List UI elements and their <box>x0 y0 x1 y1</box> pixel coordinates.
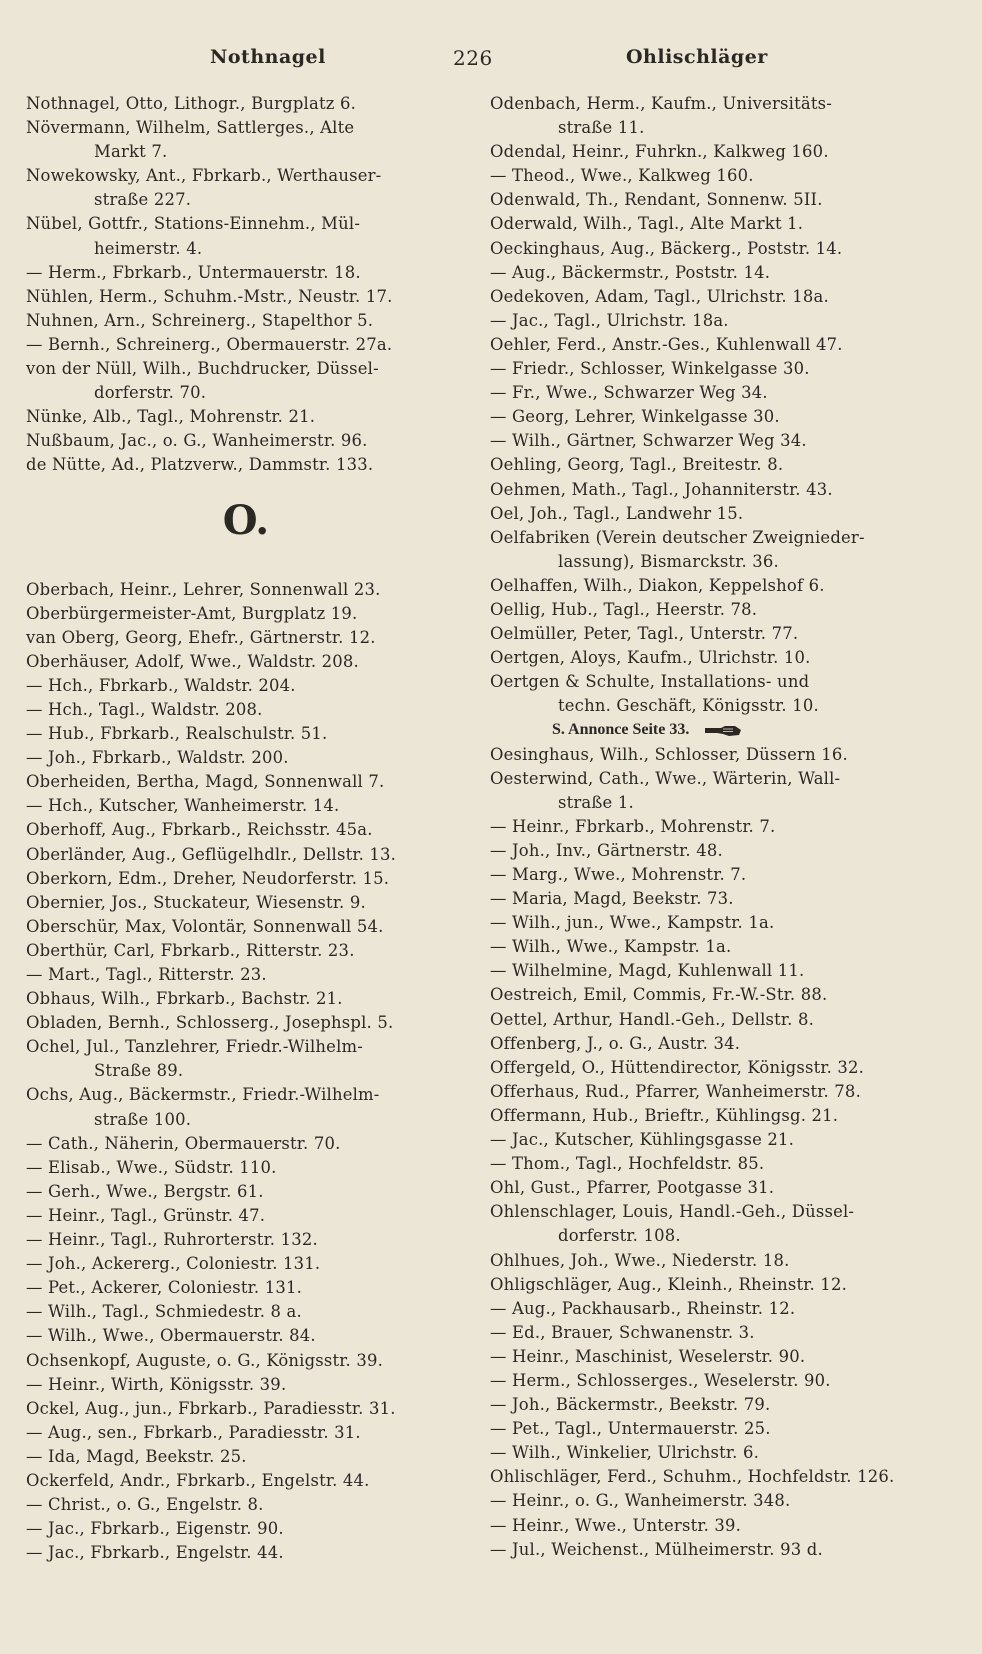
entry-line: — Joh., Fbrkarb., Waldstr. 200. <box>26 748 289 768</box>
entry-line: Nünke, Alb., Tagl., Mohrenstr. 21. <box>26 407 316 427</box>
entry-line: Ohlenschlager, Louis, Handl.-Geh., Düssel- <box>490 1202 855 1222</box>
entry-line: — Jac., Fbrkarb., Engelstr. 44. <box>26 1543 284 1563</box>
entry-line: — Maria, Magd, Beekstr. 73. <box>490 889 734 909</box>
entry-line: — Jul., Weichenst., Mülheimerstr. 93 d. <box>490 1539 823 1559</box>
entry-line: Ochs, Aug., Bäckermstr., Friedr.-Wilhelm- <box>26 1085 380 1105</box>
entry-line: Ochsenkopf, Auguste, o. G., Königsstr. 39. <box>26 1350 384 1370</box>
entry-line: — Aug., sen., Fbrkarb., Paradiesstr. 31. <box>26 1422 361 1442</box>
entry-line: — Fr., Wwe., Schwarzer Weg 34. <box>490 383 768 403</box>
entry-line: — Christ., o. G., Engelstr. 8. <box>26 1495 264 1515</box>
entry-line: Oelmüller, Peter, Tagl., Unterstr. 77. <box>490 624 799 644</box>
annonce-reference <box>490 718 930 742</box>
entry-line: — Herm., Schlosserges., Weselerstr. 90. <box>490 1370 831 1390</box>
entry-line: Oehling, Georg, Tagl., Breitestr. 8. <box>490 455 784 475</box>
entry-line: — Heinr., Tagl., Ruhrorterstr. 132. <box>26 1230 318 1250</box>
entry-line: — Marg., Wwe., Mohrenstr. 7. <box>490 865 747 884</box>
entry-line: Oehmen, Math., Tagl., Johanniterstr. 43. <box>490 479 833 499</box>
entry-line: Nübel, Gottfr., Stations-Einnehm., Mül- <box>26 214 361 234</box>
right-column <box>490 92 930 1562</box>
entry-line: — Wilh., jun., Wwe., Kampstr. 1a. <box>490 913 775 933</box>
entry-line: Oertgen, Aloys, Kaufm., Ulrichstr. 10. <box>490 648 811 668</box>
entry-line: Oestreich, Emil, Commis, Fr.-W.-Str. 88. <box>490 985 828 1005</box>
page-number: 226 <box>453 46 493 70</box>
entry-continuation-line: dorferstr. 108. <box>558 1226 681 1246</box>
entry-line: Nühlen, Herm., Schuhm.-Mstr., Neustr. 17. <box>26 286 393 306</box>
entry-line: — Jac., Kutscher, Kühlingsgasse 21. <box>490 1130 795 1150</box>
entry-continuation-line: lassung), Bismarckstr. 36. <box>558 551 779 571</box>
entry-line: Oelfabriken (Verein deutscher Zweignieder- <box>490 527 865 547</box>
entry-continuation-line: straße 227. <box>94 190 192 210</box>
entry-line: Oberbach, Heinr., Lehrer, Sonnenwall 23. <box>26 579 381 599</box>
entry-line: — Pet., Ackerer, Coloniestr. 131. <box>26 1278 303 1298</box>
entry-line: — Heinr., Tagl., Grünstr. 47. <box>26 1205 266 1225</box>
entry-line: — Mart., Tagl., Ritterstr. 23. <box>26 965 267 984</box>
entry-line: — Elisab., Wwe., Südstr. 110. <box>26 1157 277 1177</box>
entry-line: — Ida, Magd, Beekstr. 25. <box>26 1446 247 1466</box>
entry-line: — Jac., Tagl., Ulrichstr. 18a. <box>490 310 729 330</box>
entry-line: — Wilh., Winkelier, Ulrichstr. 6. <box>490 1443 760 1463</box>
entry-line: — Heinr., Maschinist, Weselerstr. 90. <box>490 1346 806 1366</box>
entry-continuation-line: Markt 7. <box>94 142 168 162</box>
entry-line: — Cath., Näherin, Obermauerstr. 70. <box>26 1133 341 1153</box>
entry-line: Ohl, Gust., Pfarrer, Pootgasse 31. <box>490 1178 775 1198</box>
right-entries-1 <box>490 92 930 718</box>
entry-line: Oberbürgermeister-Amt, Burgplatz 19. <box>26 603 358 623</box>
entry-line: — Heinr., Wirth, Königsstr. 39. <box>26 1374 287 1394</box>
entry-line: — Herm., Fbrkarb., Untermauerstr. 18. <box>26 262 361 282</box>
entry-line: — Wilh., Wwe., Obermauerstr. 84. <box>26 1326 316 1346</box>
entry-line: Ohlischläger, Ferd., Schuhm., Hochfeldstr. 126. <box>490 1467 895 1487</box>
entry-line: von der Nüll, Wilh., Buchdrucker, Düssel- <box>26 359 379 379</box>
entry-continuation-line: straße 100. <box>94 1109 192 1129</box>
entry-line: — Heinr., Fbrkarb., Mohrenstr. 7. <box>490 816 776 836</box>
entry-line: Oberhäuser, Adolf, Wwe., Waldstr. 208. <box>26 651 359 671</box>
entry-line: Oberthür, Carl, Fbrkarb., Ritterstr. 23. <box>26 940 355 960</box>
left-entries-n <box>26 92 466 478</box>
entry-line: Növermann, Wilhelm, Sattlerges., Alte <box>26 118 355 138</box>
entry-line: Oeckinghaus, Aug., Bäckerg., Poststr. 14. <box>490 238 843 258</box>
annonce-text: S. Annonce Seite 33. <box>552 721 690 739</box>
entry-line: — Wilhelmine, Magd, Kuhlenwall 11. <box>490 961 805 981</box>
entry-line: Offerhaus, Rud., Pfarrer, Wanheimerstr. 78. <box>490 1081 861 1101</box>
entry-continuation-line: heimerstr. 4. <box>94 238 203 258</box>
entry-line: — Thom., Tagl., Hochfeldstr. 85. <box>490 1154 765 1174</box>
entry-line: — Aug., Packhausarb., Rheinstr. 12. <box>490 1298 796 1318</box>
section-heading-o: O. <box>222 496 270 544</box>
entry-line: Offermann, Hub., Brieftr., Kühlingsg. 21. <box>490 1105 839 1125</box>
entry-line: Ochel, Jul., Tanzlehrer, Friedr.-Wilhelm- <box>26 1037 363 1057</box>
entry-line: — Wilh., Gärtner, Schwarzer Weg 34. <box>490 431 807 451</box>
entry-line: Odenwald, Th., Rendant, Sonnenw. 5II. <box>490 190 823 210</box>
entry-line: Odendal, Heinr., Fuhrkn., Kalkweg 160. <box>490 142 829 162</box>
entry-line: — Jac., Fbrkarb., Eigenstr. 90. <box>26 1519 284 1539</box>
entry-continuation-line: techn. Geschäft, Königsstr. 10. <box>558 696 819 716</box>
entry-line: Oettel, Arthur, Handl.-Geh., Dellstr. 8. <box>490 1009 814 1029</box>
entry-line: — Wilh., Tagl., Schmiedestr. 8 a. <box>26 1302 302 1322</box>
pointing-hand-icon <box>703 724 743 738</box>
entry-continuation-line: dorferstr. 70. <box>94 383 207 403</box>
entry-line: Ockel, Aug., jun., Fbrkarb., Paradiesstr. 31. <box>26 1398 396 1418</box>
entry-line: Oel, Joh., Tagl., Landwehr 15. <box>490 503 744 523</box>
entry-line: Obladen, Bernh., Schlosserg., Josephspl. 5. <box>26 1013 394 1033</box>
entry-line: — Hch., Fbrkarb., Waldstr. 204. <box>26 675 296 695</box>
entry-line: Oelhaffen, Wilh., Diakon, Keppelshof 6. <box>490 575 825 595</box>
entry-line: van Oberg, Georg, Ehefr., Gärtnerstr. 12. <box>26 627 376 647</box>
entry-line: Oedekoven, Adam, Tagl., Ulrichstr. 18a. <box>490 286 829 306</box>
entry-line: — Hch., Kutscher, Wanheimerstr. 14. <box>26 796 340 816</box>
entry-line: — Friedr., Schlosser, Winkelgasse 30. <box>490 359 810 379</box>
header-right-keyword: Ohlischläger <box>626 46 768 68</box>
entry-line: Ohligschläger, Aug., Kleinh., Rheinstr. 12. <box>490 1274 847 1294</box>
left-column <box>26 92 466 1565</box>
entry-line: Ockerfeld, Andr., Fbrkarb., Engelstr. 44. <box>26 1470 370 1490</box>
entry-line: Obhaus, Wilh., Fbrkarb., Bachstr. 21. <box>26 989 343 1009</box>
entry-line: — Ed., Brauer, Schwanenstr. 3. <box>490 1322 755 1342</box>
entry-line: — Joh., Inv., Gärtnerstr. 48. <box>490 840 723 860</box>
entry-line: Nowekowsky, Ant., Fbrkarb., Werthauser- <box>26 166 382 186</box>
entry-line: Oderwald, Wilh., Tagl., Alte Markt 1. <box>490 214 804 234</box>
entry-line: — Hub., Fbrkarb., Realschulstr. 51. <box>26 724 328 744</box>
entry-line: — Heinr., Wwe., Unterstr. 39. <box>490 1515 742 1535</box>
header-left-keyword: Nothnagel <box>210 46 326 68</box>
entry-line: — Heinr., o. G., Wanheimerstr. 348. <box>490 1491 791 1511</box>
entry-line: Nußbaum, Jac., o. G., Wanheimerstr. 96. <box>26 431 368 451</box>
entry-line: Offergeld, O., Hüttendirector, Königsstr. 32. <box>490 1057 865 1077</box>
entry-line: — Joh., Bäckermstr., Beekstr. 79. <box>490 1395 771 1415</box>
entry-line: Oellig, Hub., Tagl., Heerstr. 78. <box>490 599 758 619</box>
entry-line: Oberländer, Aug., Geflügelhdlr., Dellstr. 13. <box>26 844 397 864</box>
entry-line: — Hch., Tagl., Waldstr. 208. <box>26 699 263 719</box>
entry-line: Oberschür, Max, Volontär, Sonnenwall 54. <box>26 916 384 936</box>
entry-line: — Aug., Bäckermstr., Poststr. 14. <box>490 262 771 282</box>
entry-line: Oesinghaus, Wilh., Schlosser, Düssern 16. <box>490 744 848 764</box>
entry-line: — Gerh., Wwe., Bergstr. 61. <box>26 1181 264 1201</box>
page-header <box>28 46 958 80</box>
entry-line: Offenberg, J., o. G., Austr. 34. <box>490 1033 741 1053</box>
entry-line: — Pet., Tagl., Untermauerstr. 25. <box>490 1419 771 1439</box>
entry-line: Obernier, Jos., Stuckateur, Wiesenstr. 9. <box>26 892 366 912</box>
right-entries-2 <box>490 743 930 1562</box>
entry-line: — Theod., Wwe., Kalkweg 160. <box>490 166 754 186</box>
entry-line: Odenbach, Herm., Kaufm., Universitäts- <box>490 94 832 113</box>
entry-line: Ohlhues, Joh., Wwe., Niederstr. 18. <box>490 1250 790 1270</box>
entry-line: — Joh., Ackererg., Coloniestr. 131. <box>26 1254 321 1274</box>
entry-line: Oberhoff, Aug., Fbrkarb., Reichsstr. 45a. <box>26 820 373 840</box>
entry-line: Oehler, Ferd., Anstr.-Ges., Kuhlenwall 47. <box>490 334 843 354</box>
entry-line: Oertgen & Schulte, Installations- und <box>490 672 810 692</box>
entry-line: Nuhnen, Arn., Schreinerg., Stapelthor 5. <box>26 310 374 330</box>
entry-line: de Nütte, Ad., Platzverw., Dammstr. 133. <box>26 455 374 475</box>
entry-continuation-line: straße 11. <box>558 118 645 138</box>
entry-line: Oberkorn, Edm., Dreher, Neudorferstr. 15. <box>26 868 390 888</box>
left-entries-o <box>26 578 466 1566</box>
entry-line: — Wilh., Wwe., Kampstr. 1a. <box>490 937 732 957</box>
entry-continuation-line: straße 1. <box>558 792 634 812</box>
entry-line: Oesterwind, Cath., Wwe., Wärterin, Wall- <box>490 768 841 788</box>
entry-continuation-line: Straße 89. <box>94 1061 184 1081</box>
entry-line: — Bernh., Schreinerg., Obermauerstr. 27a. <box>26 334 393 354</box>
entry-line: Oberheiden, Bertha, Magd, Sonnenwall 7. <box>26 772 385 792</box>
entry-line: — Georg, Lehrer, Winkelgasse 30. <box>490 407 780 427</box>
entry-line: Nothnagel, Otto, Lithogr., Burgplatz 6. <box>26 94 357 113</box>
